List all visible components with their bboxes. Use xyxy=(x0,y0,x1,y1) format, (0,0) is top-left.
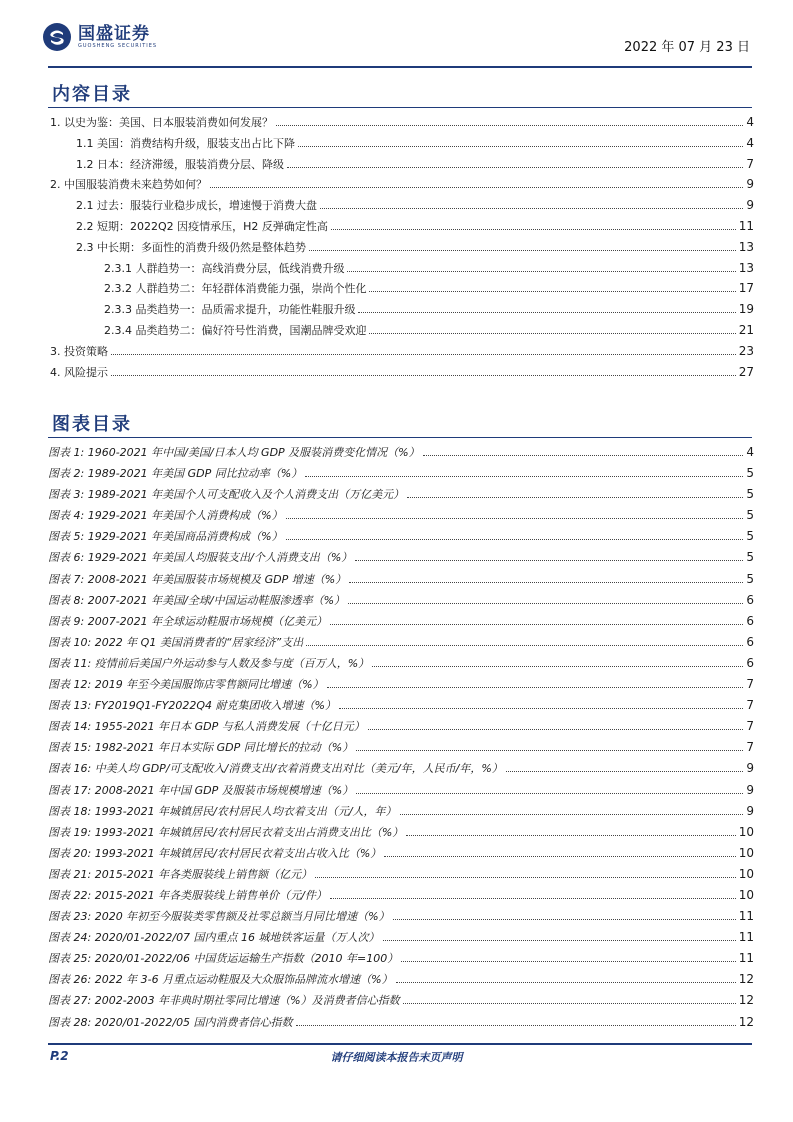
toc-entry[interactable] xyxy=(48,322,754,343)
dot-leader xyxy=(393,918,736,920)
figure-entry[interactable] xyxy=(48,592,754,613)
figure-entry-page: 7 xyxy=(746,740,754,755)
figure-entry[interactable] xyxy=(48,866,754,887)
figure-entry-label: 图表 15: 1982-2021 年日本实际 GDP 同比增长的拉动（%） xyxy=(48,741,354,755)
dot-leader xyxy=(331,228,736,230)
figure-entry-page: 5 xyxy=(746,550,754,565)
figure-entry-label: 图表 6: 1929-2021 年美国人均服装支出/个人消费支出（%） xyxy=(48,551,353,565)
toc-entry-page: 23 xyxy=(738,343,754,358)
toc-entry-label: 2.1 过去：服装行业稳步成长，增速慢于消费大盘 xyxy=(76,199,317,213)
figure-entry-page: 6 xyxy=(746,613,754,628)
figure-entry[interactable] xyxy=(48,465,754,486)
figure-entry-label: 图表 12: 2019 年至今美国服饰店零售额同比增速（%） xyxy=(48,678,324,692)
figure-entry-page: 11 xyxy=(738,930,754,945)
page-header xyxy=(42,22,752,62)
dot-leader xyxy=(327,686,744,688)
dot-leader xyxy=(111,353,736,355)
figure-entry-page: 12 xyxy=(738,1014,754,1029)
dot-leader xyxy=(383,939,736,941)
toc-entry-label: 3. 投资策略 xyxy=(50,344,108,358)
figure-entry-label: 图表 1: 1960-2021 年中国/美国/日本人均 GDP 及服装消费变化情况（%） xyxy=(48,446,420,459)
footer-divider xyxy=(48,1043,752,1045)
toc-entry-label: 2. 中国服装消费未来趋势如何？ xyxy=(50,178,207,192)
figure-entry-page: 6 xyxy=(746,634,754,649)
toc-entry-label: 2.3.4 品类趋势二：偏好符号性消费，国潮品牌受欢迎 xyxy=(104,323,367,337)
figure-entry-label: 图表 19: 1993-2021 年城镇居民/农村居民衣着支出占消费支出比（%） xyxy=(48,825,404,839)
figures-title: 图表目录 xyxy=(52,414,132,435)
contents-title: 内容目录 xyxy=(52,84,132,105)
company-logo xyxy=(42,22,157,52)
figure-entry-label: 图表 22: 2015-2021 年各类服装线上销售单价（元/件） xyxy=(48,888,327,902)
toc-entry-label: 2.2 短期：2022Q2 因疫情承压，H2 反弹确定性高 xyxy=(76,219,328,233)
dot-leader xyxy=(330,897,736,899)
toc-entry[interactable] xyxy=(48,260,754,281)
figure-entry-page: 12 xyxy=(738,972,754,987)
dot-leader xyxy=(305,475,743,477)
figure-entry-page: 9 xyxy=(746,782,754,797)
figure-entry-label: 图表 24: 2020/01-2022/07 国内重点 16 城地铁客运量（万人次） xyxy=(48,931,380,945)
toc-entry-page: 13 xyxy=(738,239,754,254)
figure-entry-label: 图表 4: 1929-2021 年美国个人消费构成（%） xyxy=(48,509,283,523)
header-divider xyxy=(48,66,752,68)
dot-leader xyxy=(286,538,744,540)
dot-leader xyxy=(358,311,735,313)
toc-entry-label: 2.3 中长期：多面性的消费升级仍然是整体趋势 xyxy=(76,240,306,254)
figure-entry-label: 图表 16: 中美人均 GDP/可支配收入/消费支出/衣着消费支出对比（美元/年，人民币/年，%） xyxy=(48,762,503,776)
figure-entry-label: 图表 9: 2007-2021 年全球运动鞋服市场规模（亿美元） xyxy=(48,614,328,628)
figure-entry[interactable] xyxy=(48,887,754,908)
logo-chinese-name: 国盛证券 xyxy=(78,23,150,44)
figure-entry-page: 9 xyxy=(746,761,754,776)
dot-leader xyxy=(506,770,744,772)
figure-entry[interactable] xyxy=(48,929,754,950)
dot-leader xyxy=(423,454,744,456)
figure-entry-page: 5 xyxy=(746,487,754,502)
dot-leader xyxy=(309,249,736,251)
figure-entry[interactable] xyxy=(48,444,754,465)
dot-leader xyxy=(315,876,736,878)
figure-entry[interactable] xyxy=(48,613,754,634)
toc-entry-label: 1.1 美国：消费结构升级，服装支出占比下降 xyxy=(76,136,295,150)
toc-entry-page: 19 xyxy=(738,302,754,317)
toc-entry-label: 2.3.3 品类趋势一：品质需求提升，功能性鞋服升级 xyxy=(104,303,356,317)
toc-entry[interactable] xyxy=(48,280,754,301)
dot-leader xyxy=(111,374,736,376)
guosheng-logo-icon xyxy=(42,22,72,52)
page-number: P.2 xyxy=(50,1049,69,1063)
figure-entry-label: 图表 5: 1929-2021 年美国商品消费构成（%） xyxy=(48,530,283,544)
toc-entry[interactable] xyxy=(48,176,754,197)
figure-entry-page: 5 xyxy=(746,571,754,586)
figure-entry-page: 10 xyxy=(738,887,754,902)
toc-entry[interactable] xyxy=(48,135,754,156)
toc-entry[interactable] xyxy=(48,343,754,364)
toc-entry-label: 1.2 日本：经济滞缓，服装消费分层、降级 xyxy=(76,157,284,171)
figure-entry-label: 图表 20: 1993-2021 年城镇居民/农村居民衣着支出占收入比（%） xyxy=(48,846,382,860)
dot-leader xyxy=(339,707,743,709)
figures-list xyxy=(48,444,754,1035)
figure-entry[interactable] xyxy=(48,1014,754,1035)
toc-entry[interactable] xyxy=(48,114,754,135)
toc-entry-page: 7 xyxy=(746,156,754,171)
figure-entry-label: 图表 10: 2022 年 Q1 美国消费者的“居家经济”支出 xyxy=(48,635,304,649)
figure-entry-label: 图表 11: 疫情前后美国户外运动参与人数及参与度（百万人，%） xyxy=(48,656,370,670)
figure-entry-page: 4 xyxy=(746,445,754,459)
figure-entry-label: 图表 18: 1993-2021 年城镇居民/农村居民人均衣着支出（元/人，年） xyxy=(48,804,397,818)
toc-entry-label: 1. 以史为鉴：美国、日本服装消费如何发展？ xyxy=(50,116,273,129)
figure-entry-page: 9 xyxy=(746,803,754,818)
figure-entry[interactable] xyxy=(48,634,754,655)
figure-entry[interactable] xyxy=(48,845,754,866)
dot-leader xyxy=(400,813,744,815)
dot-leader xyxy=(401,960,735,962)
figure-entry[interactable] xyxy=(48,950,754,971)
figure-entry[interactable] xyxy=(48,992,754,1013)
dot-leader xyxy=(356,749,743,751)
dot-leader xyxy=(403,1002,736,1004)
figure-entry-label: 图表 28: 2020/01-2022/05 国内消费者信心指数 xyxy=(48,1015,293,1029)
dot-leader xyxy=(210,186,743,188)
figure-entry-label: 图表 27: 2002-2003 年非典时期社零同比增速（%）及消费者信心指数 xyxy=(48,994,400,1008)
figure-entry[interactable] xyxy=(48,803,754,824)
disclaimer-note: 请仔细阅读本报告末页声明 xyxy=(330,1051,463,1064)
dot-leader xyxy=(320,207,743,209)
dot-leader xyxy=(287,166,743,168)
figure-entry[interactable] xyxy=(48,782,754,803)
report-date: 2022 年 07 月 23 日 xyxy=(624,40,750,55)
figure-entry-page: 5 xyxy=(746,529,754,544)
figure-entry-page: 10 xyxy=(738,866,754,881)
contents-list xyxy=(48,114,754,384)
figure-entry-label: 图表 8: 2007-2021 年美国/全球/中国运动鞋服渗透率（%） xyxy=(48,593,346,607)
figure-entry-page: 5 xyxy=(746,508,754,523)
figure-entry-page: 11 xyxy=(738,909,754,924)
figure-entry[interactable] xyxy=(48,528,754,549)
figure-entry-page: 11 xyxy=(738,951,754,966)
toc-entry-page: 9 xyxy=(746,177,754,192)
figure-entry-page: 7 xyxy=(746,698,754,713)
toc-entry[interactable] xyxy=(48,364,754,385)
figure-entry[interactable] xyxy=(48,655,754,676)
toc-entry-label: 2.3.2 人群趋势二：年轻群体消费能力强，崇尚个性化 xyxy=(104,282,367,296)
figure-entry-page: 10 xyxy=(738,824,754,839)
toc-entry-page: 17 xyxy=(738,281,754,296)
figure-entry-label: 图表 26: 2022 年 3-6 月重点运动鞋服及大众服饰品牌流水增速（%） xyxy=(48,973,393,987)
figure-entry-label: 图表 25: 2020/01-2022/06 中国货运运输生产指数（2010 年=100） xyxy=(48,952,399,966)
figure-entry[interactable] xyxy=(48,507,754,528)
dot-leader xyxy=(348,602,743,604)
toc-entry-page: 27 xyxy=(738,364,754,379)
dot-leader xyxy=(369,332,735,334)
figure-entry-label: 图表 2: 1989-2021 年美国 GDP 同比拉动率（%） xyxy=(48,467,303,481)
dot-leader xyxy=(368,728,744,730)
dot-leader xyxy=(296,1024,736,1026)
figure-entry-page: 7 xyxy=(746,719,754,734)
figure-entry[interactable] xyxy=(48,908,754,929)
figure-entry-page: 7 xyxy=(746,677,754,692)
toc-entry-page: 4 xyxy=(746,115,754,129)
dot-leader xyxy=(407,496,743,498)
toc-entry-page: 9 xyxy=(746,198,754,213)
figure-entry-page: 6 xyxy=(746,592,754,607)
toc-entry[interactable] xyxy=(48,197,754,218)
figure-entry-label: 图表 14: 1955-2021 年日本 GDP 与私人消费发展（十亿日元） xyxy=(48,720,365,734)
dot-leader xyxy=(330,623,743,625)
dot-leader xyxy=(349,581,743,583)
contents-title-divider xyxy=(48,107,752,108)
toc-entry[interactable] xyxy=(48,156,754,177)
figure-entry[interactable] xyxy=(48,571,754,592)
figure-entry[interactable] xyxy=(48,549,754,570)
dot-leader xyxy=(298,145,743,147)
figure-entry-page: 5 xyxy=(746,466,754,481)
dot-leader xyxy=(384,855,735,857)
dot-leader xyxy=(406,834,735,836)
dot-leader xyxy=(356,792,743,794)
figure-entry[interactable] xyxy=(48,486,754,507)
toc-entry[interactable] xyxy=(48,218,754,239)
dot-leader xyxy=(372,665,743,667)
toc-entry-page: 21 xyxy=(738,322,754,337)
dot-leader xyxy=(286,517,744,519)
figure-entry[interactable] xyxy=(48,971,754,992)
logo-english-name: GUOSHENG SECURITIES xyxy=(78,42,158,49)
toc-entry-label: 2.3.1 人群趋势一：高线消费分层，低线消费升级 xyxy=(104,261,345,275)
figure-entry[interactable] xyxy=(48,676,754,697)
figure-entry-page: 12 xyxy=(738,993,754,1008)
toc-entry-page: 11 xyxy=(738,218,754,233)
figure-entry[interactable] xyxy=(48,697,754,718)
figure-entry[interactable] xyxy=(48,718,754,739)
figure-entry-label: 图表 3: 1989-2021 年美国个人可支配收入及个人消费支出（万亿美元） xyxy=(48,488,405,502)
figure-entry-page: 6 xyxy=(746,655,754,670)
toc-entry-page: 13 xyxy=(738,260,754,275)
toc-entry[interactable] xyxy=(48,301,754,322)
figure-entry[interactable] xyxy=(48,760,754,781)
figure-entry-label: 图表 13: FY2019Q1-FY2022Q4 耐克集团收入增速（%） xyxy=(48,699,337,713)
toc-entry[interactable] xyxy=(48,239,754,260)
figures-title-divider xyxy=(48,437,752,438)
toc-entry-page: 4 xyxy=(746,135,754,150)
figure-entry-label: 图表 7: 2008-2021 年美国服装市场规模及 GDP 增速（%） xyxy=(48,572,347,586)
dot-leader xyxy=(347,270,735,272)
dot-leader xyxy=(396,981,736,983)
figure-entry-label: 图表 17: 2008-2021 年中国 GDP 及服装市场规模增速（%） xyxy=(48,783,354,797)
dot-leader xyxy=(276,124,743,126)
dot-leader xyxy=(355,559,743,561)
dot-leader xyxy=(306,644,743,646)
figure-entry-label: 图表 23: 2020 年初至今服装类零售额及社零总额当月同比增速（%） xyxy=(48,910,390,924)
figure-entry-page: 10 xyxy=(738,845,754,860)
dot-leader xyxy=(369,290,735,292)
toc-entry-label: 4. 风险提示 xyxy=(50,365,108,379)
figure-entry[interactable] xyxy=(48,824,754,845)
figure-entry-label: 图表 21: 2015-2021 年各类服装线上销售额（亿元） xyxy=(48,867,313,881)
figure-entry[interactable] xyxy=(48,739,754,760)
